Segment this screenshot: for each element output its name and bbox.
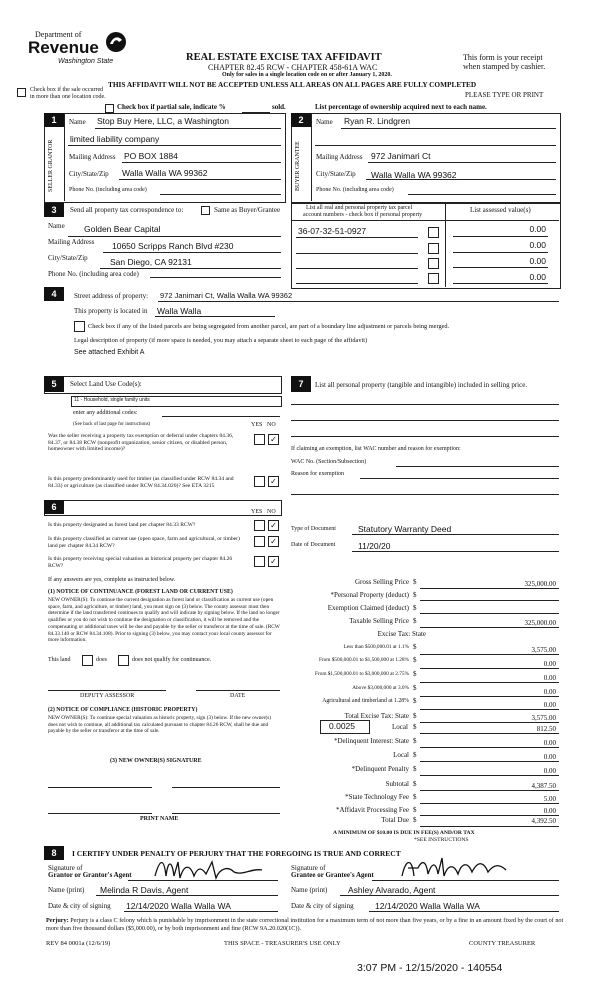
- parcel-line-1: [296, 237, 418, 238]
- doc-type-line: [352, 534, 559, 535]
- delinq-local-value[interactable]: 0.00: [543, 753, 556, 761]
- seller-grantor-label: SELLER GRANTOR: [48, 139, 54, 193]
- penalty-value[interactable]: 0.00: [543, 767, 556, 775]
- section5-number: 5: [44, 376, 64, 392]
- section1-divider: [64, 113, 65, 201]
- delinq-state-value[interactable]: 0.00: [543, 739, 556, 747]
- ownership-list-label: List percentage of ownership acquired next to each name.: [315, 103, 487, 111]
- sec6-yes-label: YES: [251, 509, 263, 515]
- perjury-text: Perjury is a class C felony which is punishable by imprisonment in the state correctional institution for a maximum term of not more than five years, or by a fine in an amount fixed by the court of not more than five thousand dollars ($5,000.00), or by both imprisonment and fine (RCW 9A.20.020(1C)).: [46, 917, 564, 932]
- affidavit-fee-label: *Affidavit Processing Fee: [336, 806, 409, 814]
- personal-property-line-3[interactable]: [291, 436, 559, 437]
- grantee-sig-label1: Signature of: [291, 864, 326, 872]
- total-state-value[interactable]: 3,575.00: [531, 714, 556, 722]
- doc-type-label: Type of Document: [291, 526, 336, 532]
- correspondence-city-line: [100, 268, 281, 269]
- correspondence-mail-line: [103, 252, 281, 253]
- legal-description-label: Legal description of property (if more space is needed, you may attach a separate sheet to each page of the affidavit): [74, 337, 368, 344]
- street-address-value[interactable]: 972 Janimari Ct, Walla Walla WA 99362: [160, 291, 293, 300]
- personal-property-line-2[interactable]: [291, 420, 559, 421]
- if-any-yes-label: If any answers are yes, complete as instructed below.: [48, 577, 176, 583]
- perjury-label: Perjury:: [46, 917, 69, 924]
- section4-number: 4: [44, 287, 64, 301]
- land-use-label: Select Land Use Code(s):: [70, 380, 142, 388]
- grantor-name-line: [96, 895, 278, 896]
- correspondence-name-value[interactable]: Golden Bear Capital: [84, 224, 161, 234]
- forest-question: Is this property designated as forest land per chapter 84.33 RCW?: [48, 522, 196, 528]
- doc-date-line: [352, 551, 559, 552]
- parcel-number-1[interactable]: 36-07-32-51-0927: [298, 226, 367, 236]
- grantor-name-label: Name (print): [48, 886, 85, 894]
- correspondence-city-value[interactable]: San Diego, CA 92131: [110, 257, 192, 267]
- buyer-phone-label: Phone No. (including area code): [316, 187, 394, 193]
- section6-header-box: [44, 500, 282, 516]
- s6q1-yes-checkbox[interactable]: [254, 520, 265, 531]
- grantee-date-line: [369, 911, 559, 912]
- tier4-line: [420, 696, 559, 697]
- buyer-mail-value[interactable]: 972 Janimari Ct: [371, 151, 431, 161]
- receipt-line1: This form is your receipt: [463, 53, 543, 62]
- parcel-header-line1: List all real and personal property tax parcel: [306, 205, 413, 211]
- does-not-label: does not qualify for continuance.: [132, 657, 212, 663]
- land-does-checkbox[interactable]: [82, 655, 93, 666]
- buyer-city-line: [366, 179, 556, 180]
- grantor-date-value[interactable]: 12/14/2020 Walla Walla WA: [126, 901, 231, 911]
- partial-sale-label: Check box if partial sale, indicate %: [117, 103, 226, 111]
- dept-line1: Department of: [35, 30, 82, 39]
- delinq-state-label: *Delinquent Interest: State: [333, 737, 409, 745]
- tier3-value[interactable]: 0.00: [543, 674, 556, 682]
- minimum-due-note: A MINIMUM OF $10.00 IS DUE IN FEE(S) AND/OR TAX: [333, 830, 475, 836]
- form-title: REAL ESTATE EXCISE TAX AFFIDAVIT: [186, 52, 382, 63]
- sec6-no-label: NO: [267, 509, 276, 515]
- buyer-city-label: City/State/Zip: [316, 170, 356, 178]
- affidavit-fee-dollar: $: [413, 806, 417, 814]
- taxable-value[interactable]: 325,000.00: [524, 619, 556, 627]
- local-rate-value: 0.0025: [329, 721, 355, 731]
- parcel-divider: [445, 203, 446, 287]
- does-label: does: [96, 657, 107, 663]
- personal-dollar: $: [413, 591, 417, 599]
- s6q3-no-checkbox[interactable]: ✓: [268, 556, 279, 567]
- form-only-for: Only for sales in a single location code on or after January 1, 2020.: [222, 72, 392, 78]
- see-instructions-note: *SEE INSTRUCTIONS: [414, 837, 469, 843]
- penalty-label: *Delinquent Penalty: [351, 765, 409, 773]
- personal-property-checkbox-2[interactable]: [428, 243, 439, 254]
- q1-no-checkbox[interactable]: ✓: [268, 434, 279, 445]
- local-label: Local: [392, 723, 408, 731]
- receipt-line2: when stamped by cashier.: [463, 62, 546, 71]
- tier3-line: [420, 682, 559, 683]
- new-owner-signature-line-1[interactable]: [48, 787, 152, 788]
- see-back-label: (See back of last page for instructions): [73, 422, 151, 427]
- seller-name-line: [95, 128, 281, 129]
- total-state-line: [420, 722, 559, 723]
- sec5-no-label: NO: [267, 422, 276, 428]
- perjury-notice: [46, 917, 566, 933]
- personal-property-checkbox-1[interactable]: [428, 227, 439, 238]
- land-use-value: 11 - Household, single family units: [74, 397, 150, 403]
- form-number: REV 84 0001a (12/6/19): [46, 940, 111, 947]
- subtotal-label: Subtotal: [385, 780, 409, 788]
- tech-fee-dollar: $: [413, 793, 417, 801]
- delinq-local-dollar: $: [413, 751, 417, 759]
- parcel-header-line: [291, 220, 559, 221]
- notice-compliance-title: (2) NOTICE OF COMPLIANCE (HISTORIC PROPERTY): [48, 707, 198, 713]
- timber-question: Is this property predominantly used for timber (as classified under RCW 84.34 and 84.33) or agriculture (as classified under RCW 84.34.020)? See ETA 3215: [48, 476, 234, 489]
- section8-number: 8: [44, 846, 64, 860]
- correspondence-mail-value[interactable]: 10650 Scripps Ranch Blvd #230: [112, 241, 234, 251]
- section7-number: 7: [291, 376, 311, 392]
- historic-question: Is this property receiving special valuation as historical property per chapter 84.26 RCW?: [48, 556, 233, 569]
- wac-line[interactable]: [396, 466, 559, 467]
- total-due-line: [420, 826, 559, 827]
- notice-continuance-body: NEW OWNER(S): To continue the current designation as forest land or classification as current use (open space, farm, and agriculture, or timber) land, you must sign on (3) below. The county assessor must then determine if the land transferred continues to qualify and will indicate by signing below. If the land no longer qualifies or you do not wish to continue the designation or classification, it will be removed and the compensating or additional taxes will be due and payable by the seller or transferor at the time of sale. (RCW 84.33.140 or RCW 84.34.108). Prior to signing (3) below, you may contact your local county assessor for more information.: [48, 597, 280, 644]
- seller-phone-line[interactable]: [160, 194, 281, 195]
- tier1-label: Less than $500,000.01 at 1.1%: [343, 644, 409, 650]
- multi-location-label1: Check box if the sale occurred: [30, 87, 104, 93]
- segregated-checkbox[interactable]: [74, 321, 85, 332]
- subtotal-value[interactable]: 4,387.50: [531, 782, 556, 790]
- taxable-label: Taxable Selling Price: [349, 617, 409, 625]
- grantor-sig-label1: Signature of: [48, 864, 83, 872]
- tier2-line: [420, 668, 559, 669]
- assessed-header: List assessed value(s): [470, 206, 531, 214]
- new-owner-signature-line-2[interactable]: [172, 787, 280, 788]
- deputy-assessor-label: DEPUTY ASSESSOR: [80, 693, 135, 699]
- assessor-date-label: DATE: [230, 693, 246, 699]
- send-correspondence-label: Send all property tax correspondence to:: [70, 206, 184, 214]
- delinq-state-dollar: $: [413, 737, 417, 745]
- seller-city-label: City/State/Zip: [69, 170, 109, 178]
- seller-city-value[interactable]: Walla Walla WA 99362: [122, 168, 208, 178]
- grantee-date-label: Date & city of signing: [291, 902, 354, 910]
- seller-name-line2: [68, 145, 281, 146]
- grantee-name-line: [340, 895, 559, 896]
- exemption-question: Was the seller receiving a property tax exemption or deferral under chapters 84.36, 84.37, or 84.38 RCW (nonprofit organization, senior citizen, or disabled person, homeowner with limited income)?: [48, 433, 234, 453]
- q2-yes-checkbox[interactable]: [254, 476, 265, 487]
- personal-property-checkbox-4[interactable]: [428, 273, 439, 284]
- print-name-line-1[interactable]: [48, 813, 152, 814]
- total-state-label: Total Excise Tax: State: [344, 712, 409, 720]
- current-use-question: Is this property classified as current use (open space, farm and agricultural, or timber) land per chapter 84.34 RCW?: [48, 536, 240, 549]
- tier1-value[interactable]: 3,575.00: [531, 646, 556, 654]
- seller-name-value[interactable]: Stop Buy Here, LLC, a Washington: [97, 116, 229, 126]
- total-state-dollar: $: [413, 712, 417, 720]
- tier2-dollar: $: [413, 656, 417, 664]
- form-chapter: CHAPTER 82.45 RCW - CHAPTER 458-61A WAC: [208, 63, 378, 72]
- grantor-date-label: Date & city of signing: [48, 902, 111, 910]
- assessed-value-4[interactable]: 0.00: [529, 272, 546, 282]
- print-name-label: PRINT NAME: [140, 816, 179, 822]
- assessed-line-4: [453, 283, 548, 284]
- grantor-sig-label2: Grantor or Grantor's Agent: [48, 871, 132, 879]
- local-line: [420, 733, 559, 734]
- tier4-dollar: $: [413, 684, 417, 692]
- exemption-deduct-line: [420, 613, 559, 614]
- street-address-line: [158, 301, 559, 302]
- buyer-name-line2: [315, 145, 556, 146]
- assessed-line-2: [453, 252, 548, 253]
- parcel-line-4[interactable]: [296, 283, 418, 284]
- reason-line-2[interactable]: [291, 494, 559, 495]
- assessed-line-1: [453, 236, 548, 237]
- correspondence-phone-line[interactable]: [150, 277, 281, 278]
- gross-line: [420, 588, 559, 589]
- total-due-label: Total Due: [381, 816, 409, 824]
- taxable-dollar: $: [413, 617, 417, 625]
- local-value[interactable]: 812.50: [536, 725, 556, 733]
- parcel-header-line2: account numbers - check box if personal property: [303, 212, 423, 218]
- seller-name-value2[interactable]: limited liability company: [70, 134, 160, 144]
- reason-label: Reason for exemption: [291, 471, 344, 477]
- segregated-label: Check box if any of the listed parcels are being segregated from another parcel, are part of a boundary line adjustment or parcels being merged.: [88, 323, 450, 330]
- assessor-date-line[interactable]: [196, 690, 280, 691]
- land-does-not-checkbox[interactable]: [118, 655, 129, 666]
- buyer-city-value[interactable]: Walla Walla WA 99362: [371, 170, 457, 180]
- seller-mail-label: Mailing Address: [69, 153, 116, 161]
- grantor-name-value[interactable]: Melinda R Davis, Agent: [100, 885, 189, 895]
- affidavit-fee-value[interactable]: 0.00: [543, 807, 556, 815]
- gross-value[interactable]: 325,000.00: [524, 580, 556, 588]
- section1-number: 1: [44, 113, 64, 127]
- gross-dollar: $: [413, 578, 417, 586]
- dept-line3: Washington State: [58, 58, 114, 65]
- tier2-label: From $500,000.01 to $1,500,000 at 1.28%: [318, 657, 409, 663]
- subtotal-line: [420, 790, 559, 791]
- delinq-state-line: [420, 747, 559, 748]
- claim-exemption-label: If claiming an exemption, list WAC number and reason for exemption:: [291, 446, 461, 452]
- notice-compliance-body: NEW OWNER(S): To continue special valuation as historic property, sign (3) below. If the new owner(s) does not wish to continue, all additional tax calculated pursuant to chapter 84.26 RCW, shall be due and payable by the seller or transferor at the time of sale.: [48, 715, 272, 735]
- ag-label: Agricultural and timberland at 1.28%: [322, 698, 409, 704]
- exemption-dollar: $: [413, 604, 417, 612]
- street-address-label: Street address of property:: [74, 292, 149, 300]
- ag-dollar: $: [413, 697, 417, 705]
- tech-fee-line: [420, 803, 559, 804]
- seller-phone-label: Phone No. (including area code): [69, 187, 147, 193]
- taxable-line: [420, 627, 559, 628]
- additional-codes-line[interactable]: [162, 416, 280, 417]
- doc-date-label: Date of Document: [291, 542, 336, 548]
- same-as-buyer-checkbox[interactable]: [201, 206, 210, 215]
- personal-deduct-label: *Personal Property (deduct): [330, 591, 409, 599]
- located-in-value[interactable]: Walla Walla: [157, 306, 202, 316]
- s6q3-yes-checkbox[interactable]: [254, 556, 265, 567]
- seller-mail-line: [122, 162, 281, 163]
- seller-name-label: Name: [69, 118, 86, 126]
- located-in-label: This property is located in: [74, 307, 148, 315]
- correspondence-phone-label: Phone No. (including area code): [48, 270, 139, 278]
- penalty-dollar: $: [413, 765, 417, 773]
- s6q2-no-checkbox[interactable]: ✓: [268, 536, 279, 547]
- grantee-sig-line: [372, 880, 559, 881]
- multi-location-checkbox[interactable]: [17, 88, 26, 97]
- section6-number: 6: [44, 500, 64, 514]
- assessed-value-1[interactable]: 0.00: [529, 224, 546, 234]
- personal-deduct-line: [420, 600, 559, 601]
- q1-yes-checkbox[interactable]: [254, 434, 265, 445]
- sec5-yes-label: YES: [251, 422, 263, 428]
- exemption-deduct-label: Exemption Claimed (deduct): [327, 604, 409, 612]
- please-type-label: PLEASE TYPE OR PRINT: [465, 91, 544, 99]
- section2-divider: [311, 113, 312, 201]
- multi-location-label2: in more than one location code.: [30, 94, 106, 100]
- tier1-line: [420, 654, 559, 655]
- doc-date-value[interactable]: 11/20/20: [358, 541, 391, 551]
- grantor-sig-line: [128, 880, 278, 881]
- tech-fee-value[interactable]: 5.00: [543, 795, 556, 803]
- s6q1-no-checkbox[interactable]: ✓: [268, 520, 279, 531]
- buyer-name-value[interactable]: Ryan R. Lindgren: [344, 116, 411, 126]
- personal-property-line-1[interactable]: [291, 404, 559, 405]
- parcel-line-3[interactable]: [296, 268, 418, 269]
- buyer-phone-line[interactable]: [408, 194, 556, 195]
- wac-label: WAC No. (Section/Subsection): [291, 459, 367, 465]
- section3-number: 3: [44, 203, 64, 217]
- additional-codes-label: enter any additional codes:: [73, 410, 138, 416]
- affidavit-fee-line: [420, 815, 559, 816]
- assessed-value-2[interactable]: 0.00: [529, 240, 546, 250]
- grantor-date-line: [124, 911, 278, 912]
- total-due-dollar: $: [413, 816, 417, 824]
- correspondence-name-label: Name: [48, 222, 65, 230]
- ag-line: [420, 709, 559, 710]
- ag-value[interactable]: 0.00: [543, 701, 556, 709]
- buyer-mail-label: Mailing Address: [316, 153, 363, 161]
- excise-state-label: Excise Tax: State: [377, 630, 426, 638]
- assessed-value-3[interactable]: 0.00: [529, 256, 546, 266]
- section2-number: 2: [291, 113, 311, 127]
- buyer-mail-line: [368, 162, 556, 163]
- tech-fee-label: *State Technology Fee: [345, 793, 409, 801]
- revenue-logo-icon: [104, 30, 128, 54]
- penalty-line: [420, 775, 559, 776]
- tier2-value[interactable]: 0.00: [543, 660, 556, 668]
- grantee-sig-label2: Grantee or Grantee's Agent: [291, 871, 374, 879]
- total-due-value[interactable]: 4,392.50: [531, 817, 556, 825]
- tier4-value[interactable]: 0.00: [543, 688, 556, 696]
- print-name-line-2[interactable]: [172, 813, 280, 814]
- grantee-signature[interactable]: [398, 854, 518, 887]
- legal-description-value[interactable]: See attached Exhibit A: [74, 349, 145, 356]
- reason-line-1[interactable]: [360, 478, 559, 479]
- doc-type-value[interactable]: Statutory Warranty Deed: [358, 524, 452, 534]
- grantee-name-value[interactable]: Ashley Alvarado, Agent: [348, 885, 436, 895]
- tier3-label: From $1,500,000.01 to $3,000,000 at 2.75%: [314, 671, 409, 677]
- buyer-name-label: Name: [316, 118, 333, 126]
- notice-continuance-title: (1) NOTICE OF CONTINUANCE (FOREST LAND OR CURRENT USE): [48, 589, 233, 595]
- treasurer-use-label: THIS SPACE - TREASURER'S USE ONLY: [224, 940, 341, 947]
- tier4-label: Above $3,000,000 at 3.0%: [352, 685, 409, 691]
- correspondence-mail-label: Mailing Address: [48, 238, 95, 246]
- q2-no-checkbox[interactable]: ✓: [268, 476, 279, 487]
- correspondence-city-label: City/State/Zip: [48, 254, 88, 262]
- tier1-dollar: $: [413, 643, 417, 651]
- partial-sale-checkbox[interactable]: [105, 104, 114, 113]
- assessed-line-3: [453, 267, 548, 268]
- buyer-name-line: [341, 128, 556, 129]
- grantee-name-label: Name (print): [291, 886, 328, 894]
- personal-property-label: List all personal property (tangible and intangible) included in selling price.: [315, 381, 528, 389]
- buyer-grantee-label: BUYER GRANTEE: [295, 141, 301, 191]
- located-in-line: [155, 316, 275, 317]
- s6q2-yes-checkbox[interactable]: [254, 536, 265, 547]
- seller-mail-value[interactable]: PO BOX 1884: [124, 151, 178, 161]
- this-land-label: This land: [48, 657, 71, 663]
- deputy-assessor-line[interactable]: [48, 690, 166, 691]
- correspondence-name-line: [68, 236, 281, 237]
- seller-city-line: [119, 179, 281, 180]
- certify-statement: I CERTIFY UNDER PENALTY OF PERJURY THAT THE FOREGOING IS TRUE AND CORRECT: [72, 849, 401, 858]
- dept-logo-text: Revenue: [28, 38, 99, 57]
- parcel-line-2[interactable]: [296, 253, 418, 254]
- recording-stamp: 3:07 PM - 12/15/2020 - 140554: [357, 962, 503, 974]
- delinq-local-label: Local: [393, 751, 409, 759]
- form-warning: THIS AFFIDAVIT WILL NOT BE ACCEPTED UNLESS ALL AREAS ON ALL PAGES ARE FULLY COMPLETED: [108, 80, 477, 89]
- gross-label: Gross Selling Price: [354, 578, 409, 586]
- delinq-local-line: [420, 761, 559, 762]
- local-dollar: $: [413, 723, 417, 731]
- same-as-buyer-label: Same as Buyer/Grantee: [214, 206, 281, 214]
- sold-label: sold.: [272, 103, 286, 111]
- grantee-date-value[interactable]: 12/14/2020 Walla Walla WA: [375, 901, 480, 911]
- new-owner-signature-label: (3) NEW OWNER(S) SIGNATURE: [110, 758, 202, 764]
- county-treasurer-label: COUNTY TREASURER: [469, 940, 536, 947]
- personal-property-checkbox-3[interactable]: [428, 258, 439, 269]
- subtotal-dollar: $: [413, 780, 417, 788]
- tier3-dollar: $: [413, 670, 417, 678]
